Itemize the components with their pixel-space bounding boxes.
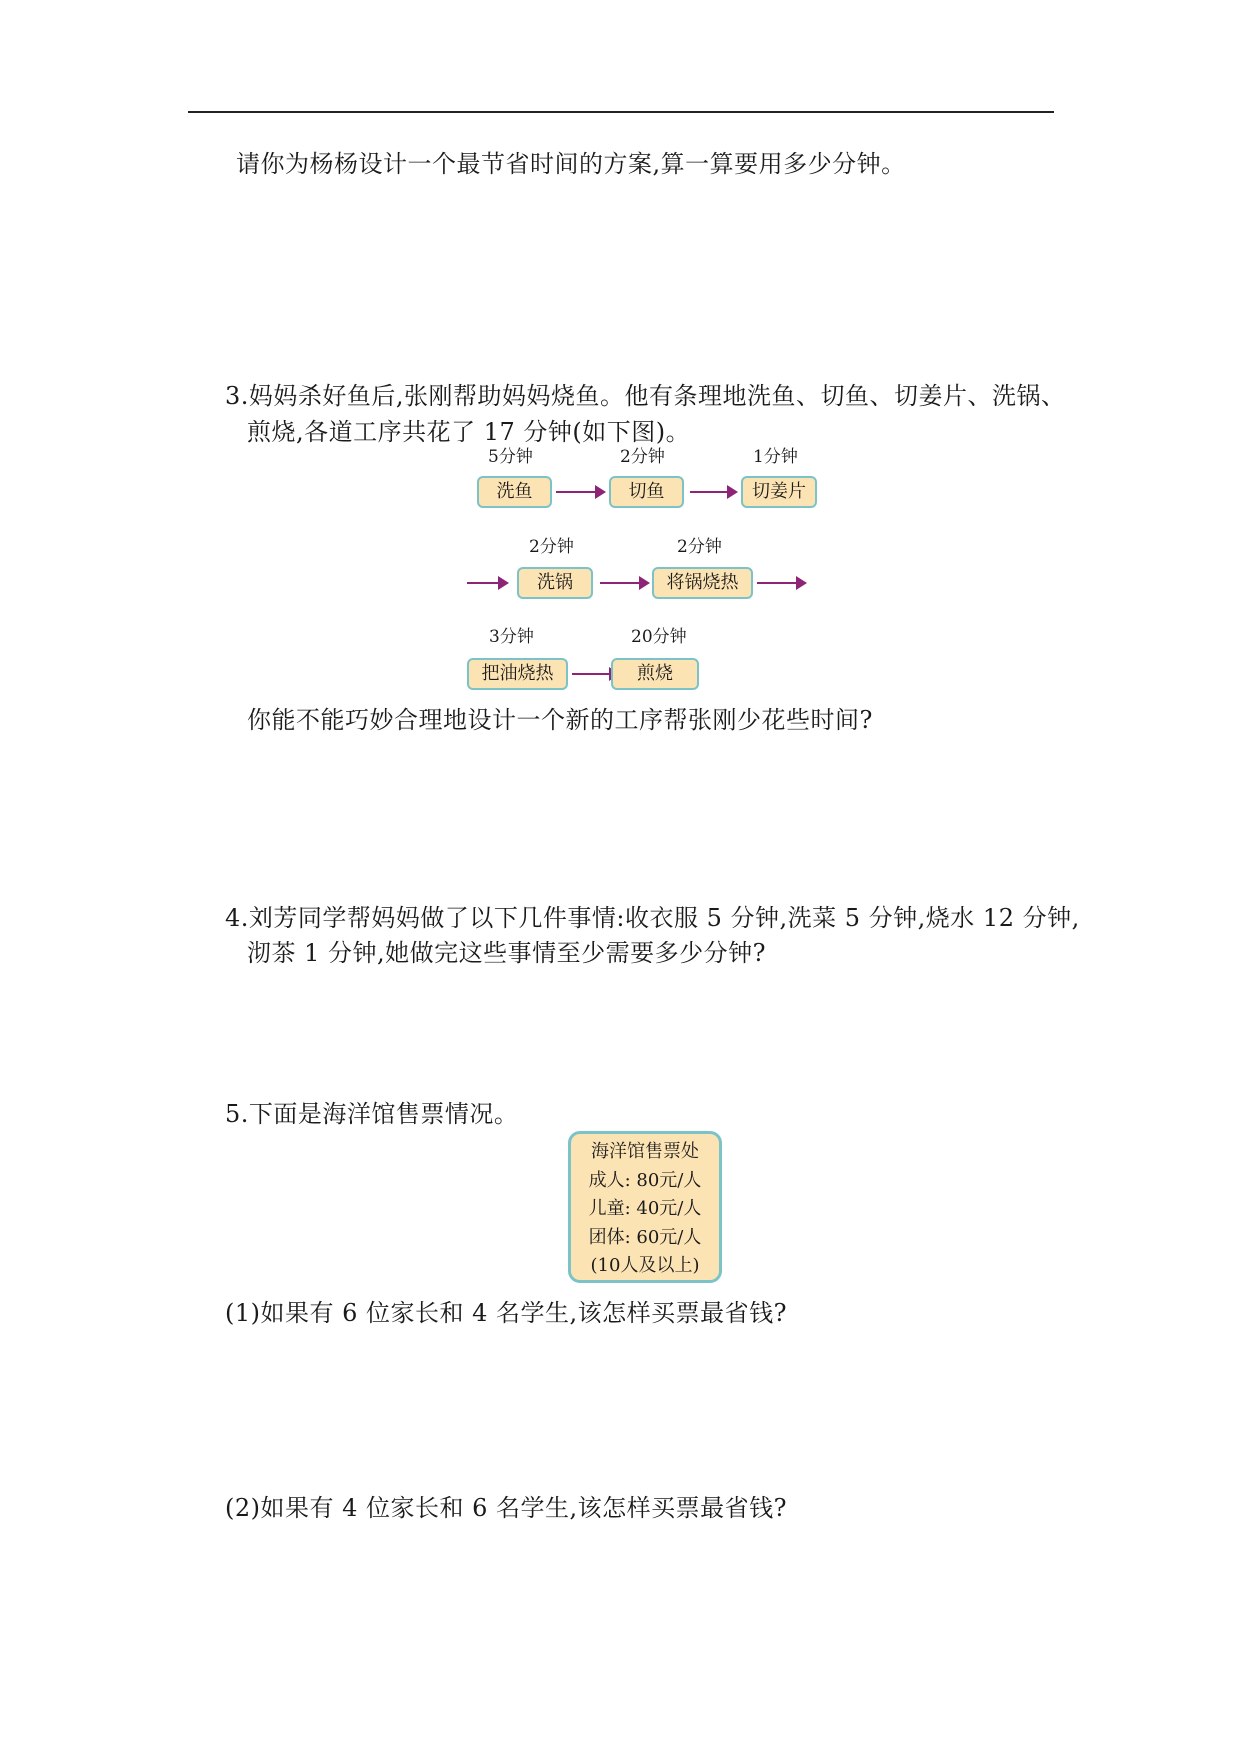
step-time: 20分钟 xyxy=(631,627,687,647)
q3-question: 你能不能巧妙合理地设计一个新的工序帮张刚少花些时间? xyxy=(247,706,873,734)
step-box-fry: 煎烧 xyxy=(611,658,699,690)
step-box-wash-fish: 洗鱼 xyxy=(477,476,552,508)
step-time: 1分钟 xyxy=(753,447,798,467)
sign-adult-price: 成人: 80元/人 xyxy=(588,1169,702,1191)
sign-child-price: 儿童: 40元/人 xyxy=(588,1198,702,1219)
sign-title: 海洋馆售票处 xyxy=(591,1141,699,1162)
header-rule xyxy=(188,111,1054,113)
q4-line2: 沏茶 1 分钟,她做完这些事情至少需要多少分钟? xyxy=(247,939,767,967)
q5-sub2: (2)如果有 4 位家长和 6 名学生,该怎样买票最省钱? xyxy=(225,1494,788,1522)
arrow-right-icon xyxy=(757,576,807,590)
step-box-cut-fish: 切鱼 xyxy=(609,476,684,508)
sign-group-price: 团体: 60元/人 xyxy=(588,1226,702,1248)
arrow-right-icon xyxy=(600,576,650,590)
step-time: 3分钟 xyxy=(489,627,534,647)
step-box-heat-oil: 把油烧热 xyxy=(467,658,568,690)
q2-tail-text: 请你为杨杨设计一个最节省时间的方案,算一算要用多少分钟。 xyxy=(236,150,906,178)
q3-line2: 煎烧,各道工序共花了 17 分钟(如下图)。 xyxy=(247,418,691,446)
ticket-office-sign xyxy=(568,1131,722,1283)
q5-intro: 5.下面是海洋馆售票情况。 xyxy=(225,1100,519,1128)
q5-sub1: (1)如果有 6 位家长和 4 名学生,该怎样买票最省钱? xyxy=(225,1299,788,1327)
step-box-slice-ginger: 切姜片 xyxy=(741,476,817,508)
step-time: 5分钟 xyxy=(488,447,533,467)
q3-line1: 3.妈妈杀好鱼后,张刚帮助妈妈烧鱼。他有条理地洗鱼、切鱼、切姜片、洗锅、 xyxy=(225,382,1066,410)
arrow-right-icon xyxy=(690,485,738,499)
step-time: 2分钟 xyxy=(677,537,722,557)
arrow-right-icon xyxy=(556,485,606,499)
step-box-heat-pot: 将锅烧热 xyxy=(652,567,753,599)
arrow-right-icon xyxy=(467,576,509,590)
q4-line1: 4.刘芳同学帮妈妈做了以下几件事情:收衣服 5 分钟,洗菜 5 分钟,烧水 12 分钟, xyxy=(225,904,1080,932)
step-time: 2分钟 xyxy=(620,447,665,467)
step-box-wash-pot: 洗锅 xyxy=(517,567,593,599)
step-time: 2分钟 xyxy=(529,537,574,557)
sign-group-note: (10人及以上) xyxy=(590,1255,700,1276)
